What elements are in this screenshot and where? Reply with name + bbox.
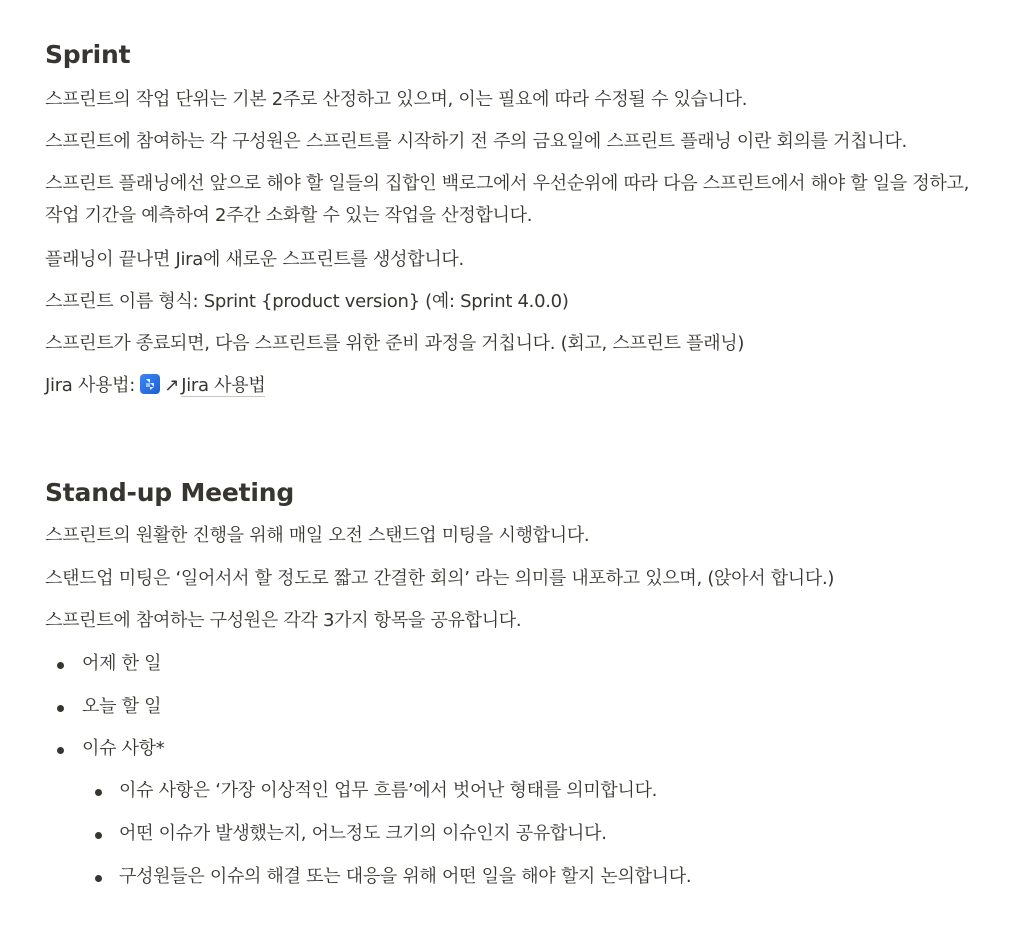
sprint-paragraph-1: 스프린트의 작업 단위는 기본 2주로 산정하고 있으며, 이는 필요에 따라 수정될 수 있습니다. bbox=[45, 89, 748, 110]
sprint-heading: Sprint bbox=[45, 40, 131, 69]
sub-bullet-dot bbox=[95, 875, 102, 882]
sprint-paragraph-2: 스프린트에 참여하는 각 구성원은 스프린트를 시작하기 전 주의 금요일에 스프린트 플래닝 이란 회의를 거칩니다. bbox=[45, 131, 907, 152]
bullet-dot bbox=[57, 747, 64, 754]
jira-icon bbox=[140, 374, 160, 394]
external-link-arrow-icon: ↗ bbox=[164, 375, 180, 396]
bullet-item-issues: 이슈 사항* bbox=[82, 738, 165, 759]
standup-heading: Stand-up Meeting bbox=[45, 478, 295, 507]
sub-bullet-item-2: 어떤 이슈가 발생했는지, 어느정도 크기의 이슈인지 공유합니다. bbox=[119, 823, 607, 844]
sprint-paragraph-3: 스프린트 플래닝에선 앞으로 해야 할 일들의 집합인 백로그에서 우선순위에 따라 다음 스프린트에서 해야 할 일을 정하고, 작업 기간을 예측하여 2주간 소화할 수 있는 작업을 산정합니다. bbox=[45, 173, 970, 226]
sub-bullet-dot bbox=[95, 789, 102, 796]
standup-paragraph-3: 스프린트에 참여하는 구성원은 각각 3가지 항목을 공유합니다. bbox=[45, 610, 522, 631]
sprint-paragraph-5: 스프린트 이름 형식: Sprint {product version} (예: Sprint 4.0.0) bbox=[45, 291, 569, 312]
sprint-paragraph-6: 스프린트가 종료되면, 다음 스프린트를 위한 준비 과정을 거칩니다. (회고, 스프린트 플래닝) bbox=[45, 333, 745, 354]
standup-paragraph-2: 스탠드업 미팅은 ‘일어서서 할 정도로 짧고 간결한 회의’ 라는 의미를 내포하고 있으며, (앉아서 합니다.) bbox=[45, 568, 835, 589]
bullet-dot bbox=[57, 705, 64, 712]
sub-bullet-item-3: 구성원들은 이슈의 해결 또는 대응을 위해 어떤 일을 해야 할지 논의합니다. bbox=[119, 866, 692, 887]
jira-usage-label: Jira 사용법: bbox=[45, 375, 135, 396]
bullet-item-yesterday: 어제 한 일 bbox=[82, 653, 162, 674]
sub-bullet-dot bbox=[95, 832, 102, 839]
bullet-item-today: 오늘 할 일 bbox=[82, 696, 162, 717]
jira-usage-line bbox=[45, 370, 265, 402]
bullet-dot bbox=[57, 662, 64, 669]
jira-usage-link[interactable]: Jira 사용법 bbox=[181, 375, 266, 396]
standup-paragraph-1: 스프린트의 원활한 진행을 위해 매일 오전 스탠드업 미팅을 시행합니다. bbox=[45, 525, 590, 546]
sub-bullet-item-1: 이슈 사항은 ‘가장 이상적인 업무 흐름’에서 벗어난 형태를 의미합니다. bbox=[119, 780, 658, 801]
sprint-paragraph-4: 플래닝이 끝나면 Jira에 새로운 스프린트를 생성합니다. bbox=[45, 249, 464, 270]
